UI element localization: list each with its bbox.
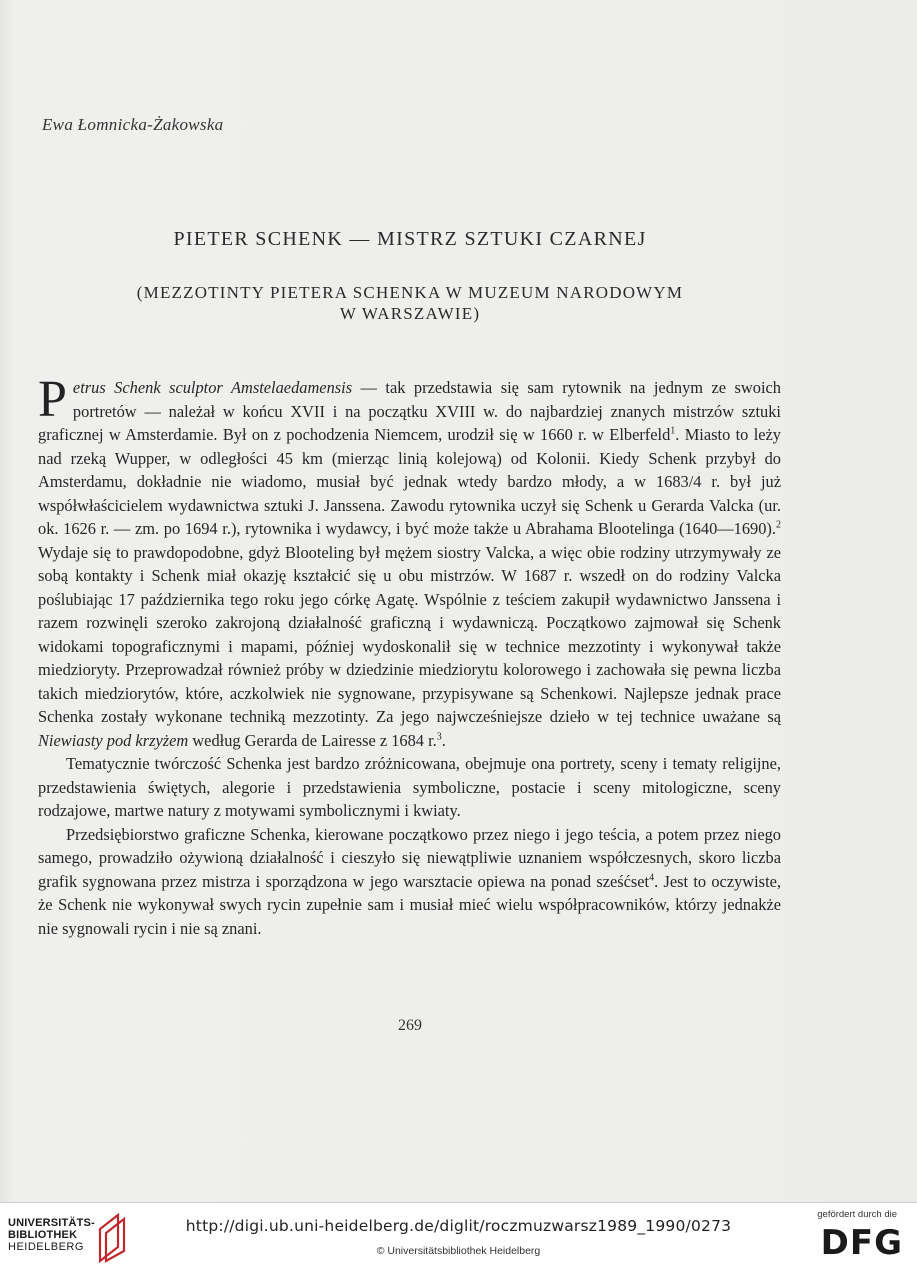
library-logo-line-2: BIBLIOTHEK: [8, 1229, 78, 1241]
p1-text-2: . Miasto to leży nad rzeką Wupper, w odległości 45 km (mierząc linią kolejową) od Kolonii. Kiedy Schenk przybył do Amsterdamu, dokładnie nie wiadomo, musiał być jednak wtedy bardzo młody, a w 1683/4 r. był już współwłaścicielem wydawnictwa sztuki J. Janssena. Zawodu rytownika uczył się Schenk u Gerarda Valcka (ur. ok. 1626 r. — zm. po 1694 r.), rytownika i wydawcy, i być może także u Abrahama Blootelinga (1640—1690).: [38, 425, 781, 538]
dfg-logo[interactable]: DFG: [820, 1223, 903, 1263]
author-name: Ewa Łomnicka-Żakowska: [42, 115, 224, 134]
paragraph-2: Tematycznie twórczość Schenka jest bardzo zróżnicowana, obejmuje ona portrety, sceny i tematy religijne, przedstawienia świętych, alegorie i przedstawienia symboliczne, postacie i sceny mitologiczne, sceny rodzajowe, martwe natury z motywami symbolicznymi i kwiaty.: [38, 754, 781, 820]
article-body: [38, 356, 781, 940]
p3-text-1: Przedsiębiorstwo graficzne Schenka, kierowane początkowo przez niego i jego teścia, a potem przez niego samego, prowadziło ożywioną działalność i cieszyło się niewątpliwie uznaniem współczesnych, skoro liczba grafik sygnowana przez mistrza i sporządzona w jego warsztacie opiewa na ponad sześćset: [38, 824, 781, 891]
article-title: PIETER SCHENK — MISTRZ SZTUKI CZARNEJ: [173, 228, 647, 250]
copyright-notice: © Universitätsbibliothek Heidelberg: [376, 1245, 541, 1257]
permalink-url[interactable]: http://digi.ub.uni-heidelberg.de/diglit/roczmuzwarsz1989_1990/0273: [185, 1217, 732, 1235]
footnote-ref-2[interactable]: 2: [776, 519, 781, 531]
footnote-ref-3[interactable]: 3: [436, 731, 442, 743]
footnote-ref-4[interactable]: 4: [649, 872, 655, 884]
page-number: 269: [398, 1017, 422, 1034]
p1-text-5: .: [441, 730, 446, 750]
subtitle-line-1: (MEZZOTINTY PIETERA SCHENKA W MUZEUM NARODOWYM: [136, 283, 684, 302]
drop-cap: P: [38, 371, 67, 428]
viewer-footer: [0, 1202, 917, 1269]
p3-text-2: . Jest to oczywiste, że Schenk nie wykonywał swych rycin zupełnie sam i musiał mieć wielu współpracowników, którzy jednakże nie sygnowali rycin i nie są znani.: [38, 871, 781, 938]
work-title-italic: Niewiasty pod krzyżem: [38, 730, 189, 750]
p1-text-4: według Gerarda de Lairesse z 1684 r.: [188, 730, 437, 750]
p1-text-3: Wydaje się to prawdopodobne, gdyż Blooteling był mężem siostry Valcka, a więc obie rodziny utrzymywały ze sobą kontakty i Schenk miał okazję kształcić się u obu mistrzów. W 1687 r. wszedł on do rodziny Valcka poślubiając 17 października tego roku jego córkę Agatę. Wspólnie z teściem zakupił wydawnictwo Janssena i razem rozwinęli szeroko zakrojoną działalność graficzną i wydawniczą. Początkowo zajmował się Schenk widokami topograficznymi i mapami, później wydoskonalił się w technice mezzotinty i wykonywał także miedzioryty. Przeprowadzał również próby w dziedzinie miedziorytu kolorowego i zachowała się pewna liczba takich miedziorytów, które, aczkolwiek nie sygnowane, przypisywane są Schenkowi. Najlepsze jednak prace Schenka zostały wykonane techniką mezzotinty. Za jego najwcześniejsze dzieło w tej technice uważane są: [38, 542, 781, 726]
subtitle-line-2: W WARSZAWIE): [339, 304, 481, 323]
opening-italic: etrus Schenk sculptor Amstelaedamensis: [72, 378, 353, 397]
funded-by-label: gefördert durch die: [817, 1209, 897, 1220]
library-logo-line-1: UNIVERSITÄTS-: [8, 1217, 95, 1229]
footnote-ref-1[interactable]: 1: [670, 425, 676, 437]
paragraph-1: [38, 356, 781, 752]
library-logo-line-3: HEIDELBERG: [8, 1241, 84, 1253]
paragraph-3: [38, 823, 781, 941]
article-subtitle: [0, 282, 820, 324]
p1-text-1: — tak przedstawia się sam rytownik na jednym ze swoich portretów — należał w końcu XVII i na początku XVIII w. do najbardziej znanych mistrzów sztuki graficznej w Amsterdamie. Był on z pochodzenia Niemcem, urodził się w 1660 r. w Elberfeld: [38, 378, 781, 444]
